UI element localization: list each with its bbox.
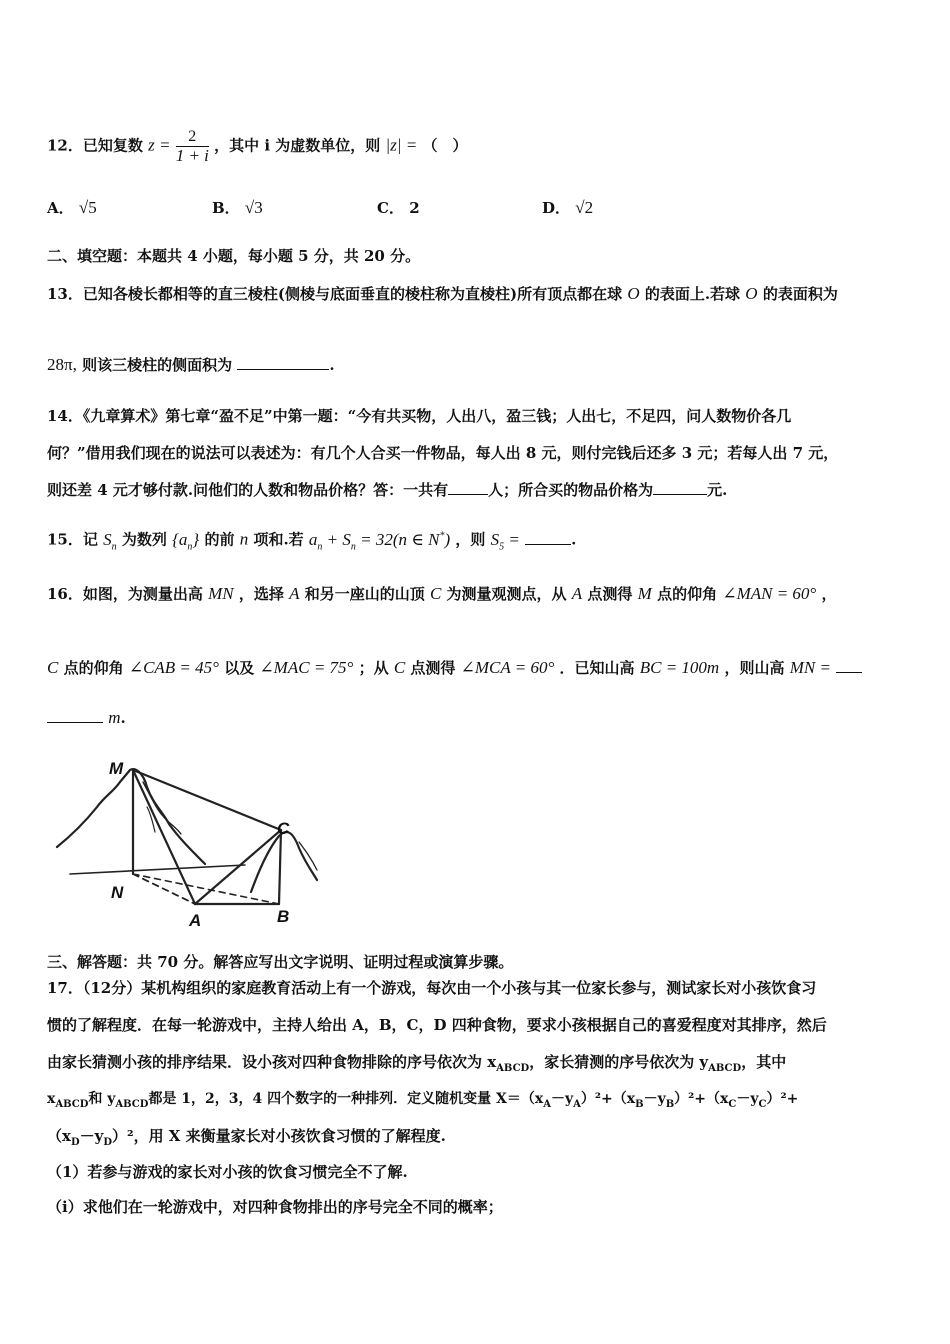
q16-angle: ∠MCA = 60° xyxy=(460,658,555,677)
option-value: √3 xyxy=(244,198,263,217)
label-m: M xyxy=(109,759,124,778)
sym: S xyxy=(490,529,500,549)
q17-text: －y xyxy=(736,1091,759,1107)
q15-sn xyxy=(103,529,117,553)
q15-line xyxy=(47,526,576,557)
q17-text: 由家长猜测小孩的排序结果．设小孩对四种食物排除的序号依次为 x xyxy=(47,1053,497,1071)
q16-text: ；从 xyxy=(358,659,389,677)
q12-z-eq: z = xyxy=(148,135,171,155)
q13-line1 xyxy=(47,284,838,304)
sub: C xyxy=(758,1098,767,1110)
q15-end: . xyxy=(571,530,577,549)
option-value: 2 xyxy=(409,199,420,217)
q16-sym: M xyxy=(637,584,652,603)
q17-text: 和 y xyxy=(88,1091,116,1107)
answer-blank xyxy=(47,708,103,723)
sym: } xyxy=(192,529,200,549)
q13-text: 的表面积为 xyxy=(762,285,838,303)
q16-sym: A xyxy=(571,584,583,603)
q17-text: ）²+ xyxy=(766,1091,799,1107)
q15-seq xyxy=(172,529,200,553)
q15-n: n xyxy=(239,529,249,549)
q16-text: ，则山高 xyxy=(724,659,785,677)
q16-sym: C xyxy=(47,658,59,677)
line-ma xyxy=(133,770,195,904)
q16-text: 点测得 xyxy=(587,585,633,603)
sub: B xyxy=(635,1098,644,1110)
q16-angle: ∠MAN = 60° xyxy=(722,584,817,603)
sub: n xyxy=(111,541,117,553)
option-value: √2 xyxy=(575,198,594,217)
section3-heading: 三、解答题：共 70 分。解答应写出文字说明、证明过程或演算步骤。 xyxy=(47,953,514,971)
answer-blank xyxy=(237,355,329,370)
q16-sym: C xyxy=(393,658,406,677)
q17-text: x xyxy=(47,1091,56,1107)
q15-text: 15．记 xyxy=(47,530,98,549)
q13-text: 则该三棱柱的侧面积为 xyxy=(82,356,233,374)
sym: a xyxy=(308,529,318,549)
sym: ) xyxy=(444,529,451,549)
q17-text: －y xyxy=(79,1127,104,1145)
option-letter: A． xyxy=(47,199,74,217)
q16-text: 和另一座山的山顶 xyxy=(304,585,425,603)
q16-sym: A xyxy=(289,584,300,603)
q15-text: ，则 xyxy=(455,530,486,549)
q15-equation xyxy=(308,529,451,553)
q12-line xyxy=(47,128,467,165)
q12-frac-den: 1 + i xyxy=(175,146,209,165)
sym: {a xyxy=(172,529,188,549)
q14-line3 xyxy=(47,480,727,500)
q17-line2: 惯的了解程度．在每一轮游戏中，主持人给出 A，B，C，D 四种食物，要求小孩根据自己的喜爱程度对其排序，然后 xyxy=(47,1016,827,1034)
sub: ABCD xyxy=(496,1063,530,1074)
q14-text: 元. xyxy=(707,481,728,499)
q13-text: 的表面上.若球 xyxy=(644,285,741,303)
sub: ABCD xyxy=(115,1098,149,1110)
ground-line xyxy=(70,865,245,874)
option-letter: B． xyxy=(212,199,240,217)
q17-text: ）²+（x xyxy=(580,1091,636,1107)
line-mc xyxy=(133,770,281,830)
mountain-right-outline xyxy=(251,832,317,892)
sym: = 32(n ∈ N xyxy=(355,529,440,549)
q17-line4 xyxy=(47,1089,798,1115)
sup: * xyxy=(439,530,445,541)
q17-line6: （1）若参与游戏的家长对小孩的饮食习惯完全不了解. xyxy=(47,1163,408,1181)
q17-text: 都是 1，2，3，4 四个数字的一种排列．定义随机变量 X＝（x xyxy=(148,1091,544,1107)
q12-mid: ，其中 i 为虚数单位，则 xyxy=(214,136,381,155)
q14-text: 人；所合买的物品价格为 xyxy=(488,481,654,499)
q12-option-b xyxy=(212,198,263,218)
q15-text: 项和.若 xyxy=(253,530,304,549)
q12-fraction xyxy=(176,128,209,165)
q16-end: . xyxy=(120,709,126,727)
q16-text: 点的仰角 xyxy=(657,585,718,603)
sub: ABCD xyxy=(708,1063,742,1074)
q12-option-c xyxy=(377,198,420,218)
option-letter: D． xyxy=(542,199,571,217)
mountain-figure xyxy=(55,752,355,934)
line-cb xyxy=(279,830,281,904)
sub: D xyxy=(103,1137,113,1148)
q13-text: 13．已知各棱长都相等的直三棱柱(侧棱与底面垂直的棱柱称为直棱柱)所有顶点都在球 xyxy=(47,285,623,303)
q12-frac-num: 2 xyxy=(176,128,209,147)
q17-text: ，其中 xyxy=(741,1053,787,1071)
q17-line3 xyxy=(47,1052,786,1079)
q16-angle: ∠CAB = 45° xyxy=(128,658,219,677)
q16-text: ， xyxy=(821,585,837,603)
q17-text: ）²+（x xyxy=(674,1091,729,1107)
option-value: √5 xyxy=(78,198,97,217)
q16-text: ，选择 xyxy=(238,585,284,603)
q16-sym: C xyxy=(429,584,442,603)
q17-text: （x xyxy=(47,1127,71,1145)
q14-line1: 14．《九章算术》第七章“盈不足”中第一题：“今有共买物，人出八，盈三钱；人出七，不足四，问人数物价各几 xyxy=(47,407,792,425)
q12-abs-z: |z| = xyxy=(385,135,418,155)
q13-sphere-o: O xyxy=(745,284,758,303)
mountain-left-outline xyxy=(57,769,205,864)
q13-line2 xyxy=(47,355,335,375)
answer-blank xyxy=(448,480,488,495)
sub: n xyxy=(350,541,356,553)
q17-text: －y xyxy=(643,1091,666,1107)
label-a: A xyxy=(189,911,202,930)
q12-prefix: 12．已知复数 xyxy=(47,136,143,155)
line-na xyxy=(133,874,195,904)
q16-text: 为测量观测点，从 xyxy=(446,585,567,603)
q16-sym: MN xyxy=(208,584,234,603)
q14-line2: 何？”借用我们现在的说法可以表述为：有几个人合买一件物品，每人出 8 元，则付完钱后还多 3 元；若每人出 7 元， xyxy=(47,444,839,462)
q16-text: 点测得 xyxy=(410,659,456,677)
q15-text: 的前 xyxy=(204,530,235,549)
q16-text: 点的仰角 xyxy=(63,659,124,677)
label-n: N xyxy=(111,883,124,902)
q16-text: ．已知山高 xyxy=(559,659,635,677)
answer-blank xyxy=(525,530,571,545)
q17-line1: 17．（12分）某机构组织的家庭教育活动上有一个游戏，每次由一个小孩与其一位家长参与，测试家长对小孩饮食习 xyxy=(47,979,817,997)
sub: A xyxy=(543,1098,551,1110)
q16-line2 xyxy=(47,658,862,678)
q15-text: 为数列 xyxy=(121,530,167,549)
q13-sphere-o: O xyxy=(627,284,640,303)
sub: C xyxy=(728,1098,737,1110)
sym: S xyxy=(103,529,112,549)
option-letter: C． xyxy=(377,199,404,217)
q13-area: 28π, xyxy=(47,355,77,374)
sub: D xyxy=(70,1137,80,1148)
section2-heading: 二、填空题：本题共 4 小题，每小题 5 分，共 20 分。 xyxy=(47,247,421,265)
q17-text: ，家长猜测的序号依次为 y xyxy=(529,1053,709,1071)
sub: n xyxy=(187,541,193,553)
q15-s5 xyxy=(490,529,520,553)
answer-blank xyxy=(653,480,707,495)
sub: B xyxy=(665,1098,675,1110)
q16-line3 xyxy=(47,708,126,728)
q16-height: BC = 100m xyxy=(639,658,720,677)
q17-text: －y xyxy=(551,1091,574,1107)
label-c: C xyxy=(277,819,290,838)
q12-paren: （ ） xyxy=(422,136,468,155)
sym: + S xyxy=(322,529,351,549)
q16-angle: ∠MAC = 75° xyxy=(259,658,354,677)
q12-option-d xyxy=(542,198,593,218)
q17-text: ）²，用 X 来衡量家长对小孩饮食习惯的了解程度. xyxy=(112,1127,446,1145)
q16-sym: MN = xyxy=(789,658,831,677)
sym: = xyxy=(504,529,520,549)
q14-text: 则还差 4 元才够付款.问他们的人数和物品价格？答：一共有 xyxy=(47,481,449,499)
sub: ABCD xyxy=(55,1098,89,1110)
sub: A xyxy=(573,1098,581,1110)
q16-text: 16．如图，为测量出高 xyxy=(47,585,203,603)
sub: n xyxy=(317,541,323,553)
q13-end: . xyxy=(329,356,335,374)
answer-blank xyxy=(836,658,862,673)
sub: 5 xyxy=(499,541,505,553)
q16-line1 xyxy=(47,584,836,604)
label-b: B xyxy=(277,907,290,926)
q16-unit: m xyxy=(108,708,121,727)
q16-text: 以及 xyxy=(224,659,255,677)
q12-option-a xyxy=(47,198,97,218)
q17-line7: （ⅰ）求他们在一轮游戏中，对四种食物排出的序号完全不同的概率； xyxy=(47,1198,503,1216)
q17-line5 xyxy=(47,1126,446,1153)
